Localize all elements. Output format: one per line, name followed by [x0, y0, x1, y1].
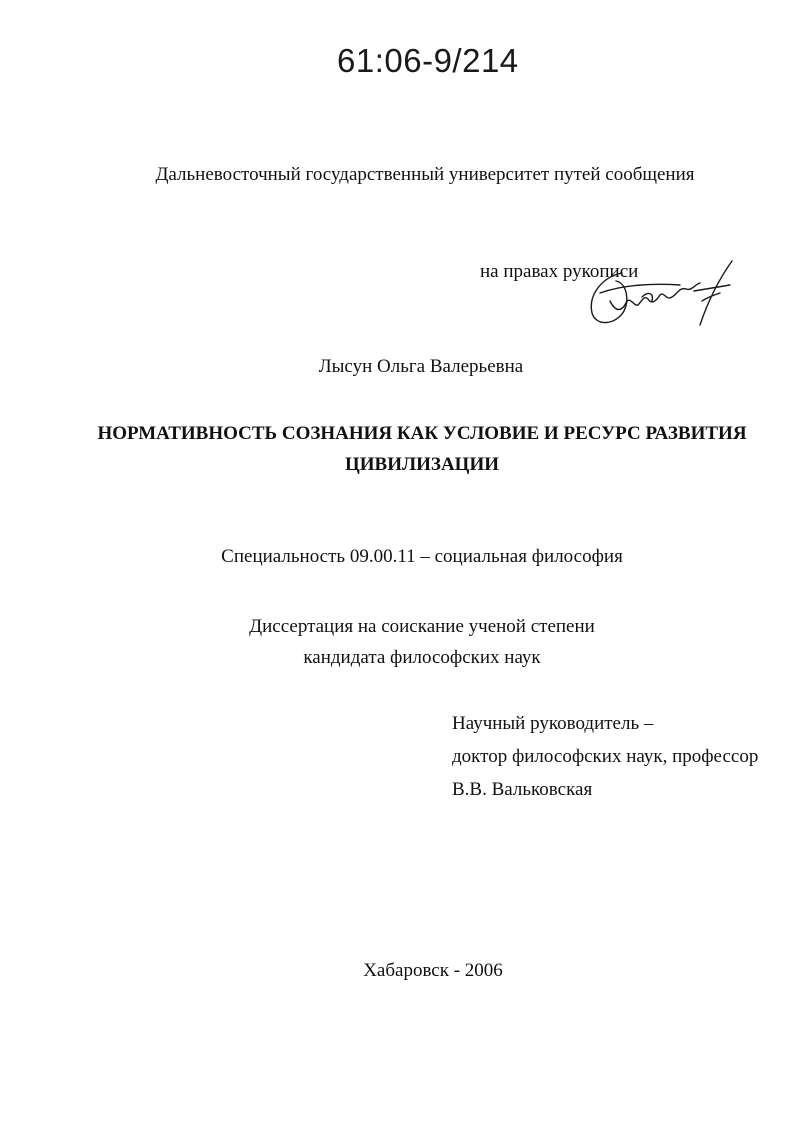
- title-line-2: ЦИВИЛИЗАЦИИ: [344, 454, 500, 475]
- author-name: Лысун Ольга Валерьевна: [318, 356, 524, 377]
- degree-statement: [0, 611, 794, 673]
- archive-stamp: 61:06-9/214: [337, 42, 519, 79]
- specialty: Специальность 09.00.11 – социальная философия: [221, 546, 623, 567]
- degree-line-1: Диссертация на соискание ученой степени: [249, 616, 595, 637]
- manuscript-note: на правах рукописи: [480, 261, 639, 282]
- supervisor-degree: доктор философских наук, профессор: [452, 746, 759, 767]
- dissertation-title: [0, 418, 794, 480]
- supervisor-name: В.В. Вальковская: [452, 779, 593, 800]
- city-year: Хабаровск - 2006: [363, 960, 503, 981]
- university-name: Дальневосточный государственный университет путей сообщения: [155, 164, 695, 185]
- supervisor-block: [452, 707, 758, 806]
- title-line-1: НОРМАТИВНОСТЬ СОЗНАНИЯ КАК УСЛОВИЕ И РЕСУРС РАЗВИТИЯ: [97, 423, 747, 444]
- supervisor-role: Научный руководитель –: [452, 713, 654, 734]
- handwritten-signature: [582, 255, 742, 335]
- degree-line-2: кандидата философских наук: [303, 647, 541, 668]
